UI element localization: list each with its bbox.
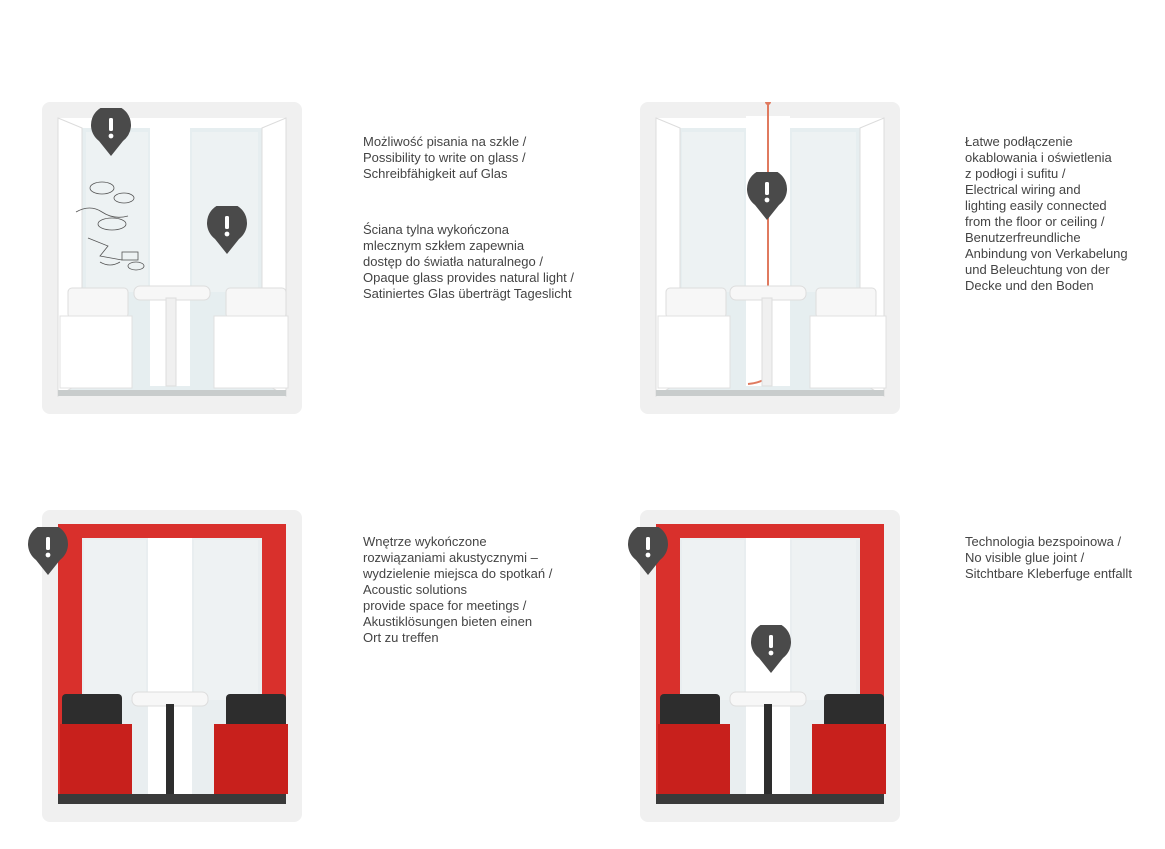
pod-illustration [42, 510, 302, 822]
pod-image-acoustic [42, 510, 302, 822]
exclamation-pin-icon[interactable] [750, 625, 792, 675]
pod-illustration [640, 102, 900, 414]
feature-text-opaque-glass: Ściana tylna wykończona mlecznym szkłem zapewnia dostęp do światła naturalnego / Opaque glass provides natural light / Satiniertes Glas überträgt Tageslicht [363, 222, 575, 301]
feature-text-wiring: Łatwe podłączenie okablowania i oświetlenia z podłogi i sufitu / Electrical wiring and lighting easily connected from the floor or ceiling / Benutzerfreundliche Anbindung von Verkabelung und Beleuchtung von der Decke und den Boden [965, 134, 1128, 293]
feature-text-whiteboard: Możliwość pisania na szkle / Possibility to write on glass / Schreibfähigkeit auf Glas [363, 134, 527, 181]
feature-description [965, 118, 1155, 310]
pod-image-wiring [640, 102, 900, 414]
feature-description [363, 518, 603, 662]
pod-image-whiteboard [42, 102, 302, 414]
feature-text-acoustic: Wnętrze wykończone rozwiązaniami akustycznymi – wydzielenie miejsca do spotkań / Acoustic solutions provide space for meetings / Akustiklösungen bieten einen Ort zu treffen [363, 534, 553, 645]
exclamation-pin-icon[interactable] [627, 527, 669, 577]
exclamation-pin-icon[interactable] [27, 527, 69, 577]
pod-illustration [42, 102, 302, 414]
exclamation-pin-icon[interactable] [90, 108, 132, 158]
exclamation-pin-icon[interactable] [746, 172, 788, 222]
feature-description [965, 518, 1155, 598]
exclamation-pin-icon[interactable] [206, 206, 248, 256]
feature-text-seamless: Technologia bezspoinowa / No visible glue joint / Sitchtbare Kleberfuge entfallt [965, 534, 1132, 581]
feature-description [363, 118, 603, 318]
